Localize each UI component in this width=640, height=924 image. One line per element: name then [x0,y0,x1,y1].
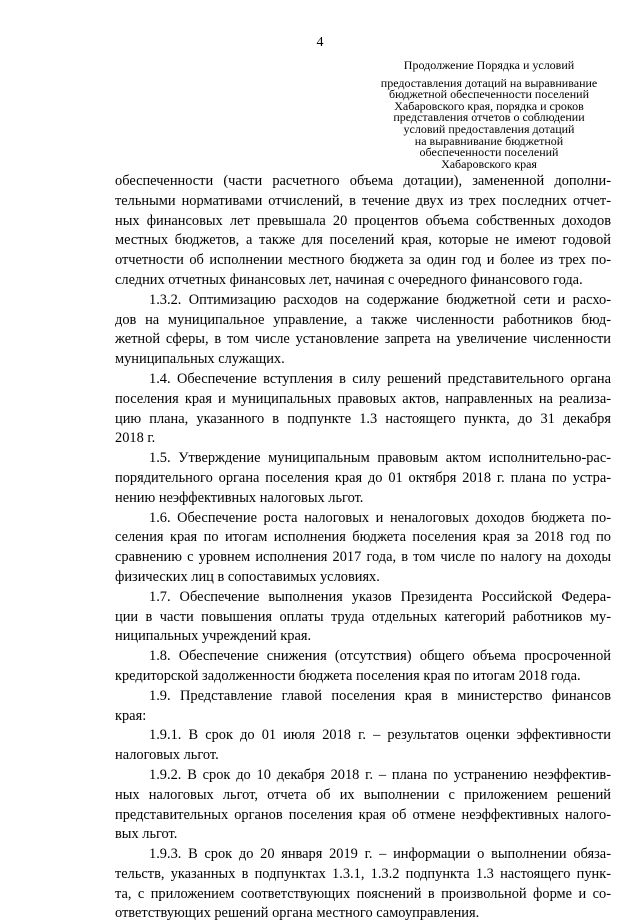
text-line: тельными нормативами отчислений, в течение двух из трех последних отчет- [115,192,611,209]
text-line: 1.9.1. В срок до 01 июля 2018 г. – результатов оценки эффективности [149,727,611,744]
text-line: нению неэффективных налоговых льгот. [115,489,364,506]
text-line: 1.9. Представление главой поселения края в министерство финансов [149,687,611,704]
paragraph-1-5 [115,449,611,508]
paragraph-1-3-2 [115,291,611,370]
text-line: тельств, указанных в подпунктах 1.3.1, 1.3.2 подпункта 1.3 настоящего пунк- [115,865,611,882]
document-body [115,172,611,924]
paragraph-1-3-1-continued [115,172,611,291]
text-line: ции в части повышения оплаты труда отдельных категорий работников му- [115,608,611,625]
text-line: ных финансовых лет превышала 20 процентов объема собственных доходов [115,212,611,229]
page-number: 4 [316,35,324,50]
text-line: 1.3.2. Оптимизацию расходов на содержание бюджетной сети и расхо- [149,291,611,308]
text-line: порядительного органа поселения края до 01 октября 2018 г. плана по устра- [115,469,611,486]
paragraph-1-9-3 [115,845,611,924]
paragraph-1-8 [115,647,611,687]
text-line: селения края по итогам исполнения бюджета поселения края за 2018 год по [115,529,611,546]
text-line: жетной сферы, в том числе установление запрета на увеличение численности [115,331,611,348]
text-line: следних отчетных финансовых лет, начиная с очередного финансового года. [115,271,583,288]
header-line: на выравнивание бюджетной [414,133,564,148]
text-line: края: [115,707,147,724]
header-line: Хабаровского края, порядка и сроков [394,98,584,113]
text-line: 1.9.3. В срок до 20 января 2019 г. – информации о выполнении обяза- [149,846,611,863]
text-line: отчетности об исполнении местного бюджета за один год и более из трех по- [115,252,611,269]
text-line: обеспеченности (части расчетного объема дотации), замененной дополни- [115,173,611,189]
text-line: дов на муниципальное управление, а также численности работников бюд- [115,311,611,328]
text-line: та, с приложением соответствующих пояснений в произвольной форме и со- [115,885,611,902]
header-line: условий предоставления дотаций [403,121,575,136]
header-line: обеспеченности поселений [419,145,559,160]
text-line: муниципальных служащих. [115,351,285,368]
text-line: ниципальных учреждений края. [115,628,312,645]
paragraph-1-7 [115,588,611,647]
header-line: бюджетной обеспеченности поселений [388,87,590,102]
text-line: представительных органов поселения края об отмене неэффективных налого- [115,806,611,823]
text-line: сравнению с уровнем исполнения 2017 года, в том числе по налогу на доходы [115,549,611,566]
paragraph-1-9-2 [115,766,611,845]
text-line: кредиторской задолженности бюджета поселения края по итогам 2018 года. [115,667,581,684]
text-line: 1.5. Утверждение муниципальным правовым актом исполнительно-рас- [149,450,611,467]
text-line: поселения края и муниципальных правовых актов, направленных на реализа- [115,390,611,407]
header-line: предоставления дотаций на выравнивание [380,75,598,90]
text-line: 1.7. Обеспечение выполнения указов Президента Российской Федера- [149,588,611,605]
continuation-header [368,60,610,170]
text-line: 2018 г. [115,430,156,447]
text-line: физических лиц в сопоставимых условиях. [115,568,380,585]
paragraph-1-4 [115,370,611,449]
paragraph-1-6 [115,509,611,588]
text-line: 1.9.2. В срок до 10 декабря 2018 г. – плана по устранению неэффектив- [149,766,611,783]
text-line: 1.8. Обеспечение снижения (отсутствия) общего объема просроченной [149,648,611,665]
text-line: ответствующих решений органа местного самоуправления. [115,905,480,922]
text-line: ных налоговых льгот, отчета об их выполнении с приложением решений [115,786,611,803]
text-line: налоговых льгот. [115,747,219,764]
header-title: Продолжение Порядка и условий [403,58,575,72]
text-line: местных бюджетов, а также для поселений края, которые не имеют годовой [115,232,611,249]
text-line: вых льгот. [115,826,178,843]
header-line: представления отчетов о соблюдении [393,110,585,125]
paragraph-1-9 [115,687,611,727]
text-line: 1.4. Обеспечение вступления в силу решений представительного органа [149,370,611,387]
text-line: цию плана, указанного в подпункте 1.3 настоящего пункта, до 31 декабря [115,410,611,427]
header-line: Хабаровского края [441,156,537,171]
text-line: 1.6. Обеспечение роста налоговых и неналоговых доходов бюджета по- [149,509,611,526]
paragraph-1-9-1 [115,726,611,766]
